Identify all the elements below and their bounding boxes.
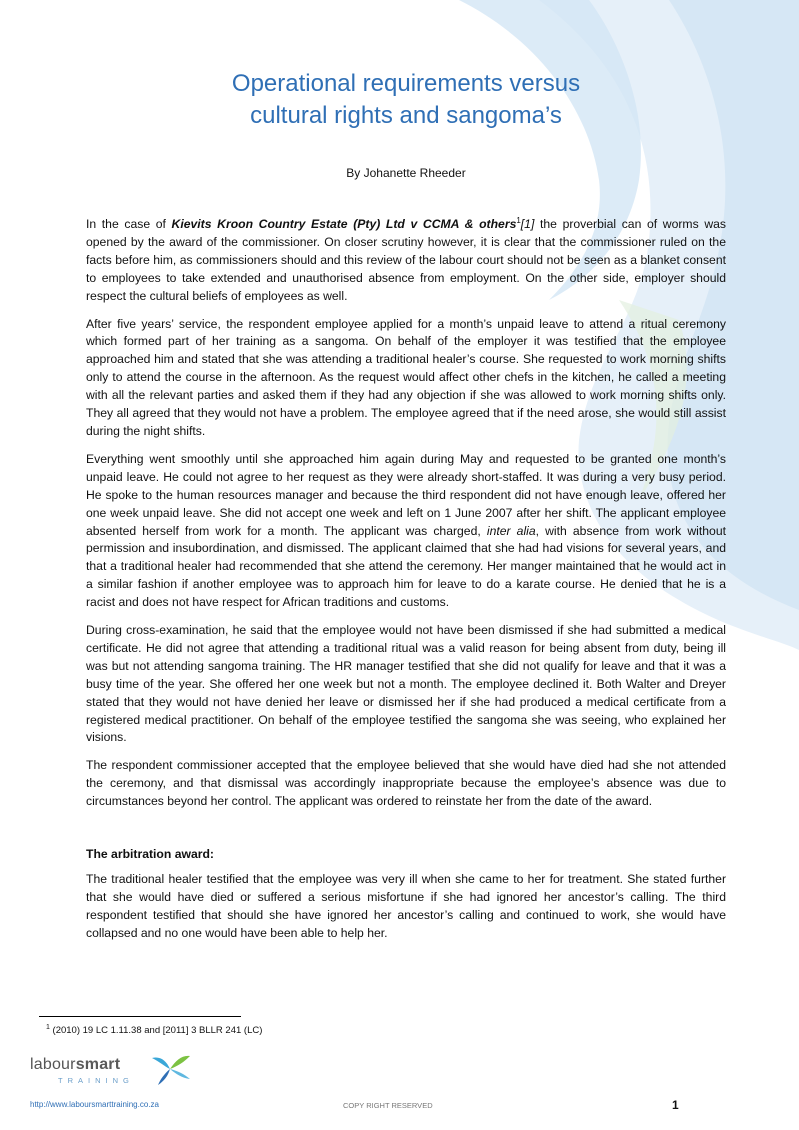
bracket-reference[interactable]: [1] <box>520 217 535 231</box>
footnote-text: (2010) 19 LC 1.11.38 and [2011] 3 BLLR 241 (LC) <box>49 1025 263 1037</box>
footnote <box>46 1024 262 1036</box>
document-title <box>86 68 726 132</box>
paragraph-2: After five years’ service, the respondent employee applied for a month’s unpaid leave to attend a ritual ceremony which formed part of her training as a sangoma. On behalf of the employer it was testified that the employee approached him and stated that she was attending a traditional healer’s course. She requested to work morning shifts only to attend the course in the afternoon. As the request would affect other chefs in the kitchen, he called a meeting with all the relevant parties and asked them if they had any objection if she was allowed to work morning shifts only. They all agreed that they would not have a problem. The employee agreed that if the need arose, she would still assist during the night shifts. <box>86 316 726 438</box>
logo-star-icon <box>148 1052 192 1086</box>
paragraph-6: The traditional healer testified that the employee was very ill when she came to her for treatment. She stated further that she would have died or suffered a serious misfortune if she had ignored her ancestor’s calling. The third respondent testified that should she have ignored her ancestor’s calling and continued to work, she would have collapsed and no one would have been able to help her. <box>86 872 726 940</box>
paragraph-4: During cross-examination, he said that the employee would not have been dismissed if she had submitted a medical certificate. He did not agree that attending a traditional ritual was a valid reason for being absent from duty, being ill was but not attending sangoma training. The HR manager testified that she did not qualify for leave and that it was a busy time of the year. She offered her one week but not a month. The employee declined it. Both Walter and Dreyer stated that they would not have denied her leave or dismissed her if she had produced a medical certificate from a registered medical practitioner. On behalf of the employee testified the sangoma she was seeing, who explained her visions. <box>86 623 726 745</box>
document-body <box>86 216 726 953</box>
case-name: Kievits Kroon Country Estate (Pty) Ltd v CCMA & others <box>171 217 517 231</box>
paragraph-1: In the case of Kievits Kroon Country Estate (Pty) Ltd v CCMA & others$^1$[1] the proverbial can of worms was opened by the award of the commissioner. On closer scrutiny however, it is clear that the commissioner ruled on the facts before him, as commissioners should and this review of the labour court should not be seen as a blanket consent to employees to take extended and unauthorised absence from employment. On the other side, employer should respect the cultural beliefs of employees as well. <box>86 215 726 303</box>
footnote-divider <box>39 1016 241 1017</box>
paragraph-3: Everything went smoothly until she approached him again during May and requested to be granted one month’s unpaid leave. He could not agree to her request as they were already short-staffed. It was during a very busy period. He spoke to the human resources manager and because the third respondent did not have enough leave, offered her one week unpaid leave. She did not accept one week and left on 1 June 2007 after her shift. The applicant employee absented herself from work for a month. The applicant was charged, inter alia, with absence from work without permission and insubordination, and dismissed. The applicant claimed that she had had visions for several years, and that a traditional healer had recommended that she attend the ceremony. Her manger maintained that he would act in a similar fashion if another employee was to approach him for leave to do a karate course. He denied that he is a racist and does not have respect for African traditions and customs. <box>86 451 726 610</box>
footnote-number: 1 <box>46 1024 50 1031</box>
laboursmart-logo: laboursmart TRAINING <box>30 1052 190 1090</box>
footnote-reference[interactable]: 1 <box>516 215 521 225</box>
page-number: 1 <box>672 1098 679 1112</box>
latin-phrase: inter alia <box>486 523 536 538</box>
footer-copyright: COPY RIGHT RESERVED <box>343 1101 433 1110</box>
title-line-1: Operational requirements versus <box>231 70 581 97</box>
author-byline: By Johanette Rheeder <box>346 166 466 180</box>
title-line-2: cultural rights and sangoma’s <box>250 102 562 129</box>
paragraph-5: The respondent commissioner accepted that the employee believed that she would have died had she not attended the ceremony, and that dismissal was accordingly inappropriate because the employee’s absence was due to circumstances beyond her control. The applicant was ordered to reinstate her from the date of the award. <box>86 758 726 809</box>
footer-website-link[interactable]: http://www.laboursmarttraining.co.za <box>30 1100 159 1109</box>
section-heading: The arbitration award: <box>86 847 214 862</box>
